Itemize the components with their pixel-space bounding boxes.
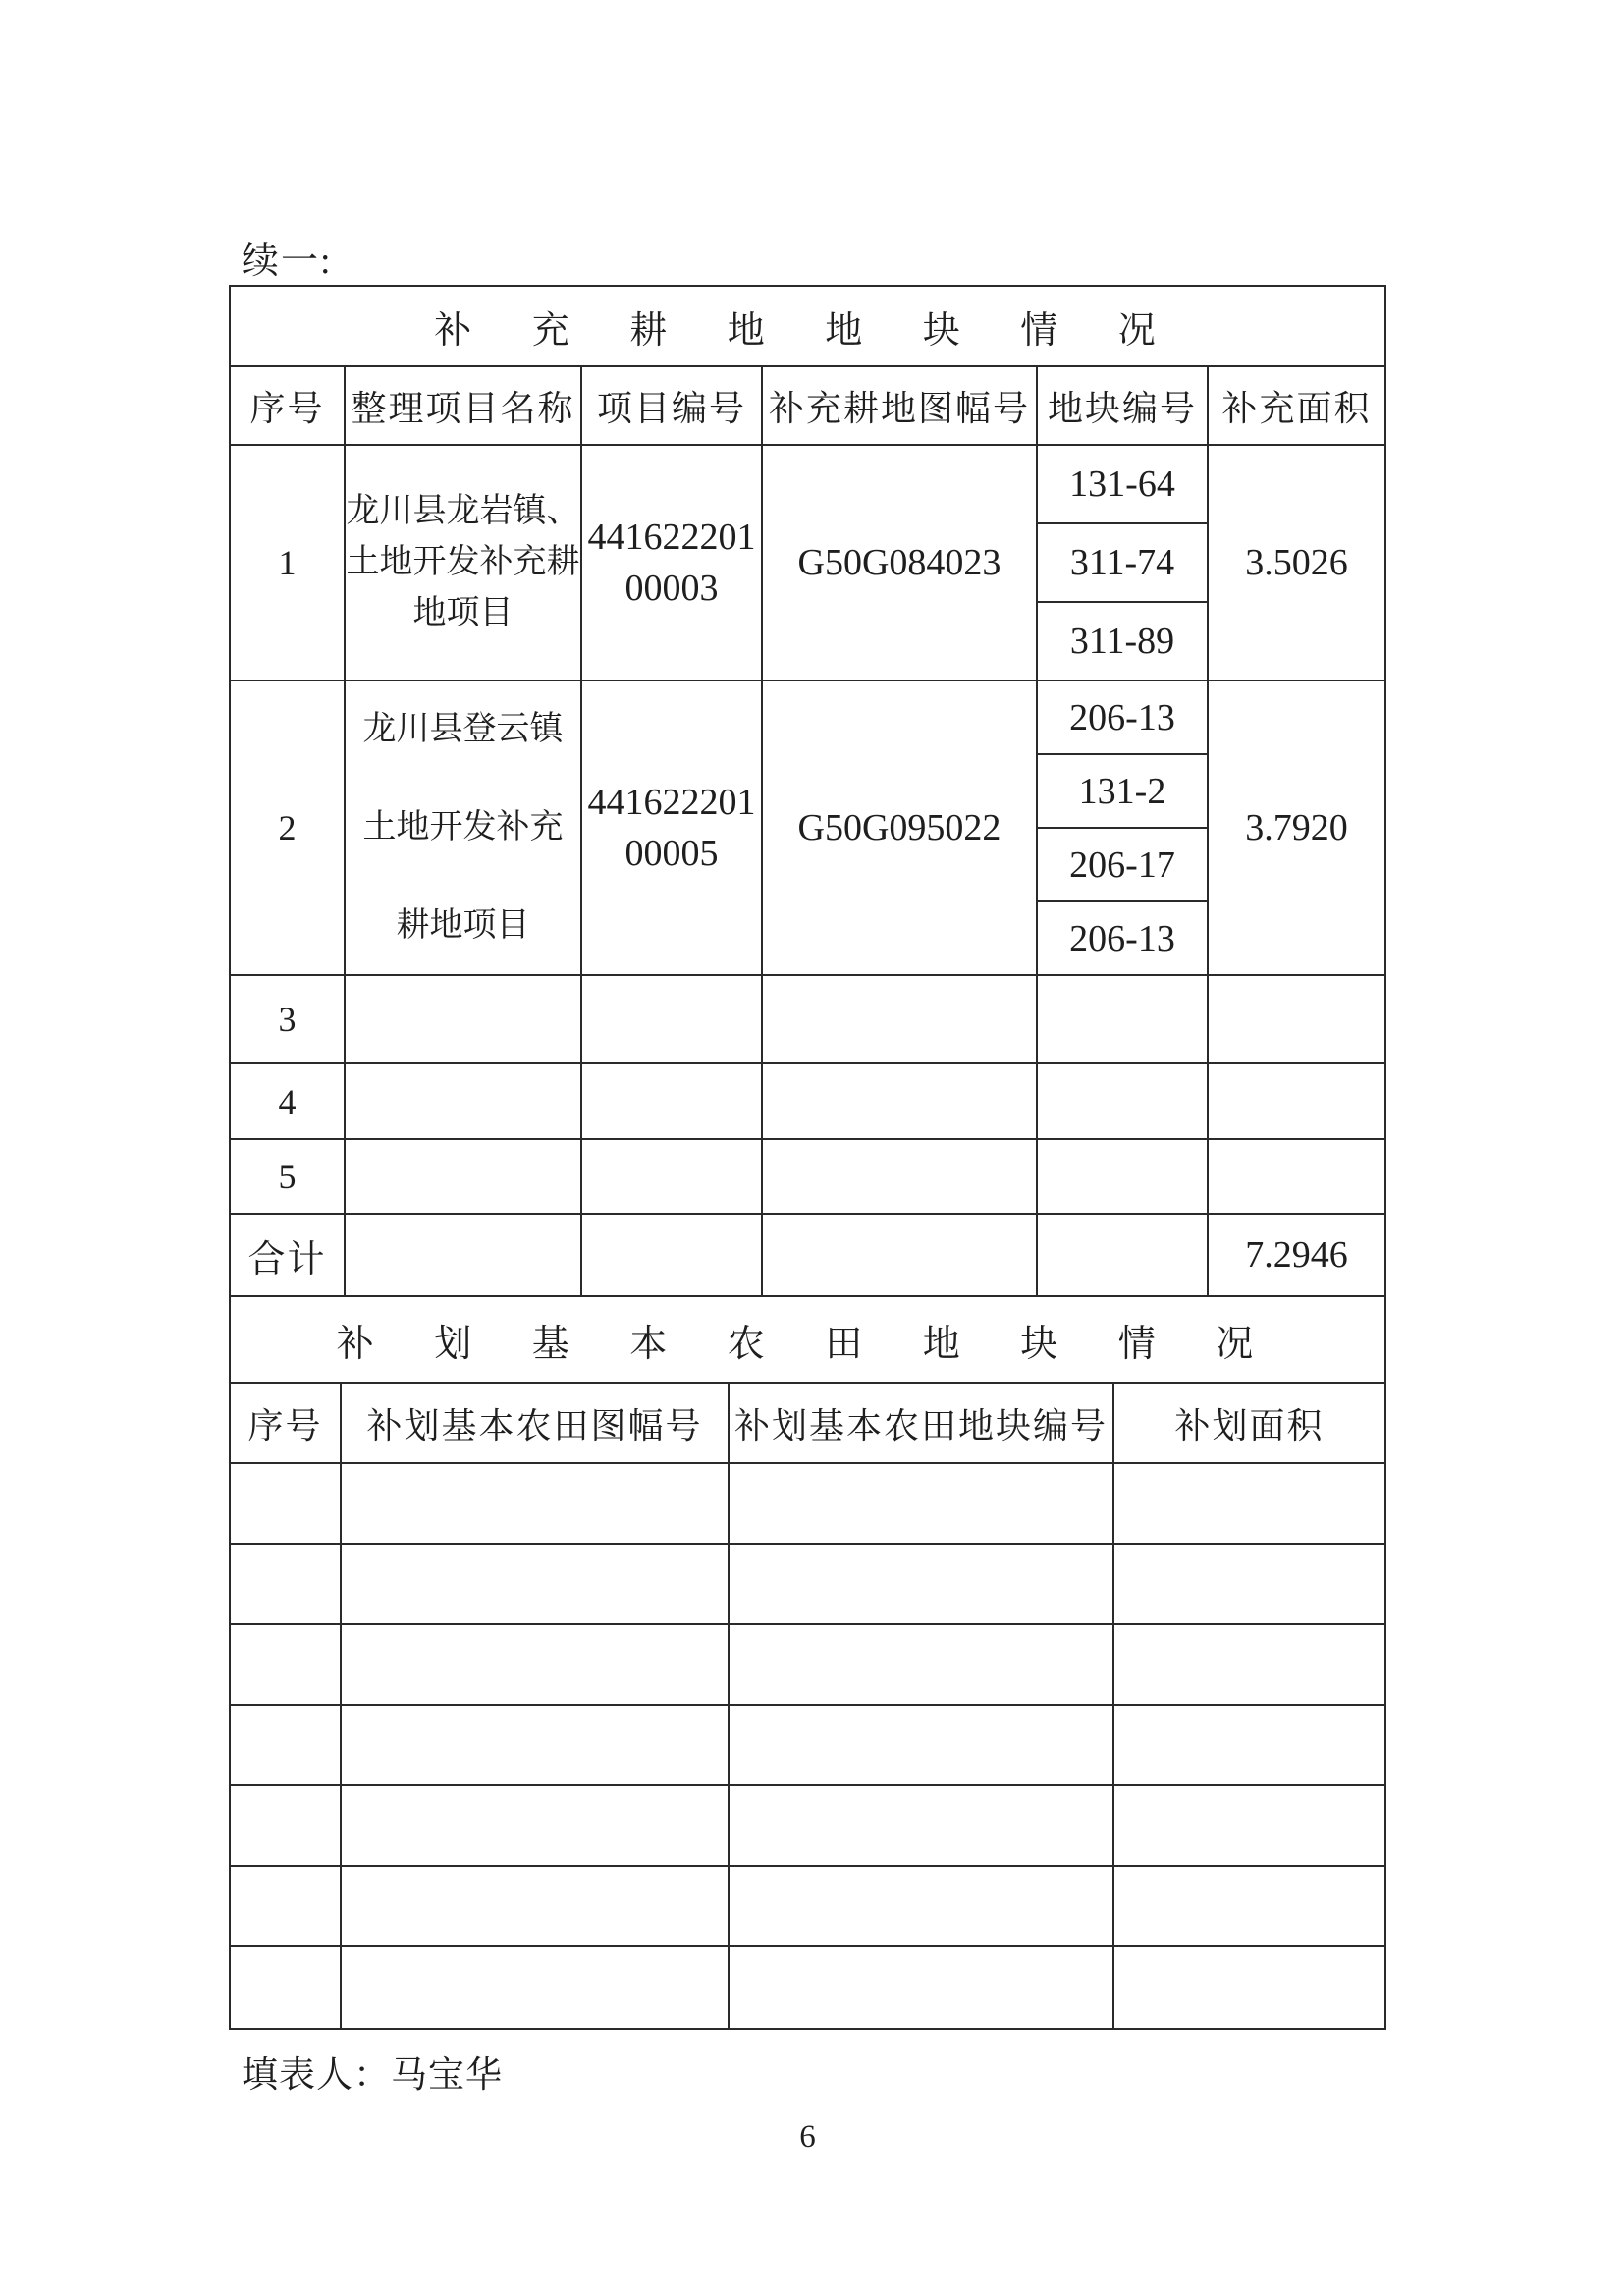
empty-cell [231, 1786, 342, 1865]
table1-title-row [231, 287, 1384, 367]
cell-project-no [582, 681, 763, 974]
cell-seq: 5 [231, 1140, 346, 1213]
header2-plot-no: 补划基本农田地块编号 [730, 1384, 1114, 1462]
project-name-line: 龙川县龙岩镇、 [346, 493, 580, 529]
table1-title: 补 充 耕 地 地 块 情 况 [434, 309, 1181, 352]
cell-project-no [582, 446, 763, 680]
table-row [231, 1140, 1384, 1215]
empty-cell [582, 976, 763, 1062]
empty-cell [231, 1867, 342, 1945]
empty-cell [763, 1215, 1038, 1295]
empty-cell [582, 1064, 763, 1138]
header2-map-sheet-no: 补划基本农田图幅号 [342, 1384, 730, 1462]
project-no-line: 441622201 [587, 782, 756, 823]
form-sheet [229, 285, 1386, 2030]
empty-cell [763, 1140, 1038, 1213]
table-row [231, 1867, 1384, 1947]
empty-cell [231, 1947, 342, 2028]
project-no-line: 00005 [624, 833, 719, 874]
table-row [231, 446, 1384, 681]
empty-cell [231, 1706, 342, 1784]
project-name-line: 耕地项目 [396, 907, 530, 944]
table-row [231, 1786, 1384, 1867]
empty-cell [1114, 1786, 1384, 1865]
cell-seq: 4 [231, 1064, 346, 1138]
empty-cell [1114, 1947, 1384, 2028]
empty-cell [1038, 1140, 1209, 1213]
empty-cell [342, 1867, 730, 1945]
project-name-line: 土地开发补充 [362, 809, 564, 845]
plot-no-subcell: 206-13 [1038, 681, 1207, 755]
empty-cell [1209, 1140, 1384, 1213]
empty-cell [231, 1464, 342, 1543]
empty-cell [231, 1625, 342, 1704]
cell-area: 3.5026 [1245, 542, 1348, 583]
cell-seq: 3 [231, 976, 346, 1062]
cell-map-sheet-no: G50G084023 [763, 446, 1038, 680]
empty-cell [582, 1140, 763, 1213]
header-project-name: 整理项目名称 [346, 367, 582, 444]
table2-header-row [231, 1384, 1384, 1464]
cell-plot-no [1038, 681, 1209, 974]
table2-title-row [231, 1297, 1384, 1384]
table-row [231, 1947, 1384, 2028]
empty-cell [1038, 1064, 1209, 1138]
continuation-label: 续一: [242, 241, 333, 282]
project-no-line: 441622201 [587, 517, 756, 558]
empty-cell [730, 1706, 1114, 1784]
cell-map-sheet-no: G50G095022 [763, 681, 1038, 974]
header-project-no: 项目编号 [582, 367, 763, 444]
project-name-line: 龙川县登云镇 [362, 711, 564, 747]
table2-title: 补 划 基 本 农 田 地 块 情 况 [336, 1323, 1279, 1365]
table-row [231, 1464, 1384, 1545]
empty-cell [346, 1140, 582, 1213]
header-plot-no: 地块编号 [1038, 367, 1209, 444]
empty-cell [1038, 1215, 1209, 1295]
plot-no-subcell: 206-17 [1038, 829, 1207, 902]
empty-cell [342, 1545, 730, 1623]
plot-no-subcell: 206-13 [1069, 917, 1175, 959]
header2-seq: 序号 [231, 1384, 342, 1462]
empty-cell [1114, 1545, 1384, 1623]
empty-cell [730, 1625, 1114, 1704]
empty-cell [342, 1625, 730, 1704]
header-area: 补充面积 [1221, 388, 1372, 428]
empty-cell [730, 1947, 1114, 2028]
empty-cell [342, 1706, 730, 1784]
empty-cell [342, 1947, 730, 2028]
empty-cell [1114, 1625, 1384, 1704]
empty-cell [346, 976, 582, 1062]
table1-header-row [231, 367, 1384, 446]
empty-cell [1114, 1706, 1384, 1784]
table-row [231, 976, 1384, 1064]
empty-cell [763, 1064, 1038, 1138]
plot-no-subcell: 311-74 [1038, 524, 1207, 603]
project-name-line: 土地开发补充耕 [346, 544, 580, 580]
table-row [231, 1064, 1384, 1140]
empty-cell [346, 1215, 582, 1295]
empty-cell [342, 1786, 730, 1865]
header-seq: 序号 [231, 367, 346, 444]
project-name-line: 地项目 [412, 595, 514, 631]
total-area: 7.2946 [1245, 1234, 1348, 1276]
table-row [231, 1625, 1384, 1706]
empty-cell [763, 976, 1038, 1062]
empty-cell [730, 1867, 1114, 1945]
plot-no-subcell: 131-2 [1038, 755, 1207, 829]
total-label: 合计 [231, 1215, 346, 1295]
filled-by-line: 填表人：马宝华 [242, 2055, 503, 2096]
empty-cell [730, 1464, 1114, 1543]
empty-cell [582, 1215, 763, 1295]
empty-cell [346, 1064, 582, 1138]
cell-plot-no [1038, 446, 1209, 680]
empty-cell [1038, 976, 1209, 1062]
cell-seq: 2 [231, 681, 346, 974]
empty-cell [342, 1464, 730, 1543]
project-no-line: 00003 [624, 568, 719, 609]
empty-cell [1209, 1064, 1384, 1138]
header-map-sheet-no: 补充耕地图幅号 [763, 367, 1038, 444]
plot-no-subcell: 311-89 [1069, 621, 1175, 662]
cell-seq: 1 [231, 446, 346, 680]
cell-project-name [346, 446, 582, 680]
table-row [231, 681, 1384, 976]
page-number: 6 [799, 2119, 816, 2154]
empty-cell [1114, 1464, 1384, 1543]
empty-cell [231, 1545, 342, 1623]
table-row [231, 1706, 1384, 1786]
empty-cell [1114, 1867, 1384, 1945]
header2-area: 补划面积 [1174, 1405, 1325, 1445]
table-row [231, 1545, 1384, 1625]
cell-area: 3.7920 [1245, 807, 1348, 848]
empty-cell [1209, 976, 1384, 1062]
total-row [231, 1215, 1384, 1297]
cell-project-name [346, 681, 582, 974]
plot-no-subcell: 131-64 [1038, 446, 1207, 524]
empty-cell [730, 1545, 1114, 1623]
empty-cell [730, 1786, 1114, 1865]
